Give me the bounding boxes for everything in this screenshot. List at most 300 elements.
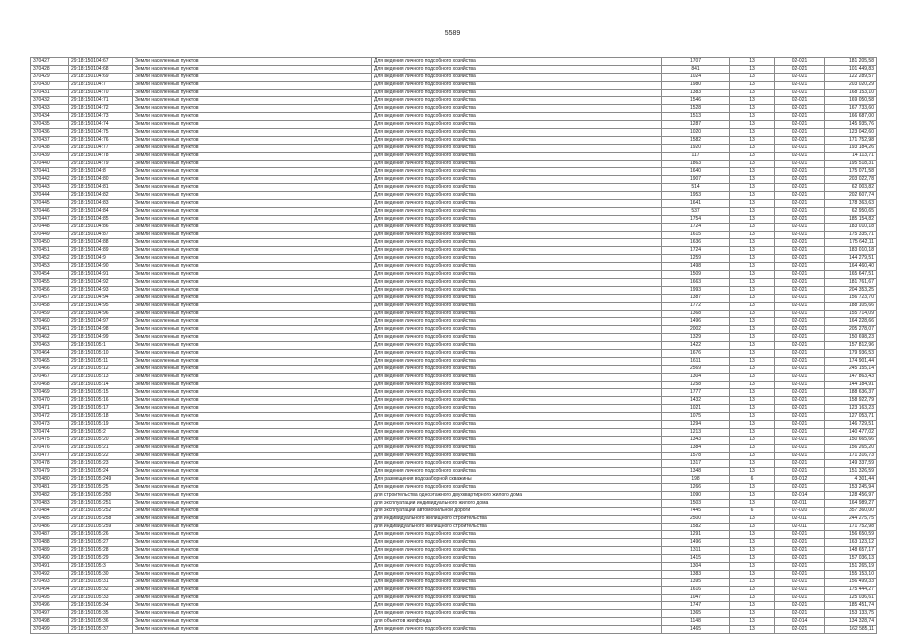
table-cell: 02-011 bbox=[775, 523, 825, 531]
table-cell: 1546 bbox=[662, 97, 730, 105]
table-cell: Для ведения личного подсобного хозяйства bbox=[372, 539, 662, 547]
table-cell: Для ведения личного подсобного хозяйства bbox=[372, 405, 662, 413]
table-cell: 6 bbox=[730, 476, 775, 484]
table-cell: 29:18:150105:16 bbox=[69, 397, 133, 405]
table-cell: Земли населенных пунктов bbox=[133, 626, 372, 634]
table-cell: Для ведения личного подсобного хозяйства bbox=[372, 263, 662, 271]
table-cell: 13 bbox=[730, 136, 775, 144]
table-cell: 370440 bbox=[31, 160, 69, 168]
table-cell: Земли населенных пунктов bbox=[133, 547, 372, 555]
table-row bbox=[31, 184, 877, 192]
table-row bbox=[31, 499, 877, 507]
table-cell: 153 133,75 bbox=[825, 610, 877, 618]
table-cell: 370491 bbox=[31, 563, 69, 571]
table-cell: 1641 bbox=[662, 200, 730, 208]
table-cell: 13 bbox=[730, 207, 775, 215]
table-cell: Для ведения личного подсобного хозяйства bbox=[372, 144, 662, 152]
table-cell: Для ведения личного подсобного хозяйства bbox=[372, 239, 662, 247]
table-cell: 370443 bbox=[31, 184, 69, 192]
table-cell: 02-021 bbox=[775, 460, 825, 468]
table-cell: 02-021 bbox=[775, 626, 825, 634]
table-cell: 1663 bbox=[662, 278, 730, 286]
table-row bbox=[31, 263, 877, 271]
table-cell: Земли населенных пунктов bbox=[133, 278, 372, 286]
table-cell: 181 761,67 bbox=[825, 278, 877, 286]
table-row bbox=[31, 318, 877, 326]
table-cell: 02-021 bbox=[775, 176, 825, 184]
table-cell: Земли населенных пунктов bbox=[133, 318, 372, 326]
table-cell: Земли населенных пунктов bbox=[133, 310, 372, 318]
table-cell: 1432 bbox=[662, 397, 730, 405]
table-cell: 370487 bbox=[31, 531, 69, 539]
table-row bbox=[31, 484, 877, 492]
table-cell: 370498 bbox=[31, 618, 69, 626]
table-cell: 357 360,00 bbox=[825, 507, 877, 515]
table-cell: 29:18:150105:13 bbox=[69, 373, 133, 381]
table-cell: 13 bbox=[730, 326, 775, 334]
table-cell: 1343 bbox=[662, 436, 730, 444]
table-cell: 02-021 bbox=[775, 539, 825, 547]
table-cell: 370490 bbox=[31, 555, 69, 563]
table-cell: 13 bbox=[730, 547, 775, 555]
table-cell: 1047 bbox=[662, 594, 730, 602]
table-cell: Земли населенных пунктов bbox=[133, 192, 372, 200]
table-cell: Земли населенных пунктов bbox=[133, 73, 372, 81]
table-cell: 1636 bbox=[662, 239, 730, 247]
table-cell: 29:18:150104:89 bbox=[69, 247, 133, 255]
table-cell: 13 bbox=[730, 460, 775, 468]
table-cell: 134 328,74 bbox=[825, 618, 877, 626]
table-row bbox=[31, 405, 877, 413]
table-row bbox=[31, 200, 877, 208]
table-cell: Для ведения личного подсобного хозяйства bbox=[372, 413, 662, 421]
table-cell: Земли населенных пунктов bbox=[133, 436, 372, 444]
table-cell: 13 bbox=[730, 97, 775, 105]
table-cell: 179 936,53 bbox=[825, 349, 877, 357]
table-cell: 29:18:150104:7 bbox=[69, 81, 133, 89]
table-cell: 370486 bbox=[31, 523, 69, 531]
table-cell: 29:18:150105:33 bbox=[69, 594, 133, 602]
table-cell: 174 901,44 bbox=[825, 357, 877, 365]
table-row bbox=[31, 97, 877, 105]
table-cell: Земли населенных пунктов bbox=[133, 578, 372, 586]
table-cell: 13 bbox=[730, 602, 775, 610]
table-cell: 1503 bbox=[662, 499, 730, 507]
table-cell: 175 071,58 bbox=[825, 168, 877, 176]
table-cell: 1582 bbox=[662, 523, 730, 531]
table-cell: 1304 bbox=[662, 373, 730, 381]
table-cell: 02-021 bbox=[775, 294, 825, 302]
table-cell: Для ведения личного подсобного хозяйства bbox=[372, 334, 662, 342]
table-cell: 13 bbox=[730, 373, 775, 381]
table-cell: 13 bbox=[730, 563, 775, 571]
table-cell: Земли населенных пунктов bbox=[133, 255, 372, 263]
table-cell: 02-021 bbox=[775, 97, 825, 105]
table-cell: 1148 bbox=[662, 618, 730, 626]
table-cell: 13 bbox=[730, 144, 775, 152]
table-cell: Земли населенных пунктов bbox=[133, 610, 372, 618]
table-row bbox=[31, 302, 877, 310]
table-cell: 29:18:150104:86 bbox=[69, 223, 133, 231]
table-cell: 156 265,20 bbox=[825, 444, 877, 452]
table-cell: 02-021 bbox=[775, 200, 825, 208]
table-cell: 29:18:150104:78 bbox=[69, 152, 133, 160]
table-cell: 29:18:150104:91 bbox=[69, 271, 133, 279]
table-cell: 13 bbox=[730, 152, 775, 160]
table-cell: 13 bbox=[730, 278, 775, 286]
table-cell: 175 444,27 bbox=[825, 586, 877, 594]
table-cell: Для ведения личного подсобного хозяйства bbox=[372, 271, 662, 279]
table-cell: 370454 bbox=[31, 271, 69, 279]
table-cell: 13 bbox=[730, 531, 775, 539]
table-cell: 370470 bbox=[31, 397, 69, 405]
table-cell: 370446 bbox=[31, 207, 69, 215]
table-cell: 29:18:150104:69 bbox=[69, 73, 133, 81]
table-cell: Земли населенных пунктов bbox=[133, 129, 372, 137]
table-cell: Для размещения водозаборной скважины bbox=[372, 476, 662, 484]
table-cell: 02-021 bbox=[775, 121, 825, 129]
table-cell: 29:18:150105:14 bbox=[69, 381, 133, 389]
table-cell: 145 935,76 bbox=[825, 121, 877, 129]
table-row bbox=[31, 294, 877, 302]
table-cell: 02-021 bbox=[775, 428, 825, 436]
table-cell: для индивидуального жилищного строительства bbox=[372, 515, 662, 523]
table-row bbox=[31, 586, 877, 594]
table-cell: 370477 bbox=[31, 452, 69, 460]
table-cell: 4 301,44 bbox=[825, 476, 877, 484]
table-cell: 6 bbox=[730, 507, 775, 515]
table-cell: 02-021 bbox=[775, 58, 825, 66]
table-cell: 178 363,63 bbox=[825, 200, 877, 208]
table-cell: Для ведения личного подсобного хозяйства bbox=[372, 247, 662, 255]
table-cell: 13 bbox=[730, 594, 775, 602]
table-cell: 370450 bbox=[31, 239, 69, 247]
table-cell: 181 205,58 bbox=[825, 58, 877, 66]
table-row bbox=[31, 507, 877, 515]
table-cell: 370469 bbox=[31, 389, 69, 397]
table-cell: Для ведения личного подсобного хозяйства bbox=[372, 58, 662, 66]
table-cell: 29:18:150104:9 bbox=[69, 255, 133, 263]
table-cell: 29:18:150104:74 bbox=[69, 121, 133, 129]
table-row bbox=[31, 192, 877, 200]
table-row bbox=[31, 310, 877, 318]
table-cell: 29:18:150105:3 bbox=[69, 563, 133, 571]
table-cell: 370432 bbox=[31, 97, 69, 105]
table-cell: Для ведения личного подсобного хозяйства bbox=[372, 207, 662, 215]
table-cell: 29:18:150104:82 bbox=[69, 192, 133, 200]
table-cell: 370473 bbox=[31, 420, 69, 428]
table-cell: Земли населенных пунктов bbox=[133, 81, 372, 89]
table-cell: 62 003,82 bbox=[825, 184, 877, 192]
table-cell: Земли населенных пунктов bbox=[133, 563, 372, 571]
table-cell: 1294 bbox=[662, 420, 730, 428]
table-cell: 02-021 bbox=[775, 413, 825, 421]
table-cell: 7445 bbox=[662, 507, 730, 515]
table-cell: 29:18:150105:17 bbox=[69, 405, 133, 413]
table-cell: 244 275,75 bbox=[825, 515, 877, 523]
table-cell: 13 bbox=[730, 444, 775, 452]
table-row bbox=[31, 349, 877, 357]
table-cell: 02-021 bbox=[775, 263, 825, 271]
table-cell: 1213 bbox=[662, 428, 730, 436]
table-cell: Земли населенных пунктов bbox=[133, 271, 372, 279]
table-cell: Земли населенных пунктов bbox=[133, 420, 372, 428]
table-cell: Земли населенных пунктов bbox=[133, 326, 372, 334]
table-row bbox=[31, 65, 877, 73]
table-cell: Для ведения личного подсобного хозяйства bbox=[372, 223, 662, 231]
table-row bbox=[31, 334, 877, 342]
table-cell: 370499 bbox=[31, 626, 69, 634]
table-row bbox=[31, 247, 877, 255]
table-cell: 29:18:150105:12 bbox=[69, 365, 133, 373]
table-cell: 29:18:150104:95 bbox=[69, 302, 133, 310]
table-cell: 13 bbox=[730, 310, 775, 318]
table-cell: 02-021 bbox=[775, 192, 825, 200]
table-cell: 370464 bbox=[31, 349, 69, 357]
table-cell: 127 053,71 bbox=[825, 413, 877, 421]
table-cell: Земли населенных пунктов bbox=[133, 215, 372, 223]
table-cell: 1707 bbox=[662, 58, 730, 66]
table-cell: 13 bbox=[730, 334, 775, 342]
table-cell: Для ведения личного подсобного хозяйства bbox=[372, 310, 662, 318]
table-cell: 13 bbox=[730, 405, 775, 413]
table-cell: 195 518,31 bbox=[825, 160, 877, 168]
table-cell: Земли населенных пунктов bbox=[133, 263, 372, 271]
table-cell: Земли населенных пунктов bbox=[133, 413, 372, 421]
table-cell: 147 863,43 bbox=[825, 373, 877, 381]
table-cell: Земли населенных пунктов bbox=[133, 523, 372, 531]
table-cell: 13 bbox=[730, 539, 775, 547]
table-cell: Для ведения личного подсобного хозяйства bbox=[372, 113, 662, 121]
table-cell: 370460 bbox=[31, 318, 69, 326]
table-cell: Для ведения личного подсобного хозяйства bbox=[372, 555, 662, 563]
table-cell: 370438 bbox=[31, 144, 69, 152]
table-cell: 02-011 bbox=[775, 515, 825, 523]
table-cell: 370455 bbox=[31, 278, 69, 286]
table-cell: Земли населенных пунктов bbox=[133, 286, 372, 294]
table-cell: 02-021 bbox=[775, 563, 825, 571]
table-cell: 13 bbox=[730, 168, 775, 176]
table-cell: 183 010,18 bbox=[825, 223, 877, 231]
table-cell: Земли населенных пунктов bbox=[133, 223, 372, 231]
table-cell: 29:18:150104:79 bbox=[69, 160, 133, 168]
table-row bbox=[31, 444, 877, 452]
table-cell: 370474 bbox=[31, 428, 69, 436]
page-number: 5589 bbox=[444, 30, 461, 37]
table-cell: 29:18:150105:31 bbox=[69, 578, 133, 586]
table-cell: 370468 bbox=[31, 381, 69, 389]
table-cell: 370482 bbox=[31, 491, 69, 499]
table-cell: 02-021 bbox=[775, 405, 825, 413]
table-cell: 370429 bbox=[31, 73, 69, 81]
table-cell: 02-021 bbox=[775, 168, 825, 176]
table-cell: 29:18:150104:92 bbox=[69, 278, 133, 286]
table-cell: Земли населенных пунктов bbox=[133, 113, 372, 121]
table-cell: 150 698,23 bbox=[825, 334, 877, 342]
table-cell: 13 bbox=[730, 523, 775, 531]
table-cell: 13 bbox=[730, 286, 775, 294]
table-cell: 13 bbox=[730, 349, 775, 357]
table-cell: 29:18:150105:19 bbox=[69, 420, 133, 428]
table-cell: 02-011 bbox=[775, 499, 825, 507]
table-cell: 29:18:150105:20 bbox=[69, 436, 133, 444]
table-cell: 29:18:150105:27 bbox=[69, 539, 133, 547]
table-cell: Земли населенных пунктов bbox=[133, 491, 372, 499]
table-cell: 29:18:150104:84 bbox=[69, 207, 133, 215]
table-cell: 370481 bbox=[31, 484, 69, 492]
table-cell: Земли населенных пунктов bbox=[133, 405, 372, 413]
table-cell: Земли населенных пунктов bbox=[133, 357, 372, 365]
table-row bbox=[31, 547, 877, 555]
table-cell: Земли населенных пунктов bbox=[133, 65, 372, 73]
table-cell: 02-021 bbox=[775, 271, 825, 279]
table-cell: Для ведения личного подсобного хозяйства bbox=[372, 570, 662, 578]
table-cell: 370471 bbox=[31, 405, 69, 413]
table-cell: 1395 bbox=[662, 578, 730, 586]
table-cell: 13 bbox=[730, 318, 775, 326]
table-cell: Для ведения личного подсобного хозяйства bbox=[372, 65, 662, 73]
table-cell: Для ведения личного подсобного хозяйства bbox=[372, 428, 662, 436]
table-cell: 146 729,51 bbox=[825, 420, 877, 428]
table-cell: 13 bbox=[730, 491, 775, 499]
table-cell: Для ведения личного подсобного хозяйства bbox=[372, 136, 662, 144]
table-cell: 1024 bbox=[662, 73, 730, 81]
table-cell: 370458 bbox=[31, 302, 69, 310]
table-cell: 29:18:150104:71 bbox=[69, 97, 133, 105]
table-cell: 13 bbox=[730, 586, 775, 594]
table-row bbox=[31, 168, 877, 176]
table-cell: 13 bbox=[730, 184, 775, 192]
table-cell: 02-021 bbox=[775, 452, 825, 460]
table-cell: 164 989,27 bbox=[825, 499, 877, 507]
table-cell: 370465 bbox=[31, 357, 69, 365]
table-cell: Для ведения личного подсобного хозяйства bbox=[372, 152, 662, 160]
table-cell: 1611 bbox=[662, 357, 730, 365]
table-cell: 29:18:150104:98 bbox=[69, 326, 133, 334]
table-cell: 02-014 bbox=[775, 491, 825, 499]
table-cell: Для ведения личного подсобного хозяйства bbox=[372, 389, 662, 397]
table-row bbox=[31, 476, 877, 484]
table-cell: 02-021 bbox=[775, 255, 825, 263]
table-cell: 1348 bbox=[662, 468, 730, 476]
table-cell: 13 bbox=[730, 468, 775, 476]
table-cell: 13 bbox=[730, 271, 775, 279]
table-cell: 02-021 bbox=[775, 239, 825, 247]
table-cell: 02-021 bbox=[775, 531, 825, 539]
table-cell: 02-021 bbox=[775, 468, 825, 476]
table-cell: 151 326,59 bbox=[825, 468, 877, 476]
table-row bbox=[31, 255, 877, 263]
table-cell: 1528 bbox=[662, 105, 730, 113]
table-row bbox=[31, 555, 877, 563]
table-cell: Земли населенных пунктов bbox=[133, 531, 372, 539]
table-row bbox=[31, 326, 877, 334]
table-cell: 1287 bbox=[662, 121, 730, 129]
table-cell: 370494 bbox=[31, 586, 69, 594]
table-cell: 1676 bbox=[662, 349, 730, 357]
table-row bbox=[31, 563, 877, 571]
table-cell: 150 665,66 bbox=[825, 436, 877, 444]
table-cell: Земли населенных пунктов bbox=[133, 499, 372, 507]
table-row bbox=[31, 286, 877, 294]
table-cell: 03-012 bbox=[775, 476, 825, 484]
table-cell: 02-021 bbox=[775, 436, 825, 444]
table-cell: 370456 bbox=[31, 286, 69, 294]
table-cell: Для ведения личного подсобного хозяйства bbox=[372, 444, 662, 452]
table-cell: для объектов жилфонда bbox=[372, 618, 662, 626]
table-cell: Земли населенных пунктов bbox=[133, 539, 372, 547]
table-cell: 02-021 bbox=[775, 286, 825, 294]
table-cell: 29:18:150104:85 bbox=[69, 215, 133, 223]
table-cell: 370436 bbox=[31, 129, 69, 137]
table-cell: 29:18:150105:10 bbox=[69, 349, 133, 357]
table-cell: 370459 bbox=[31, 310, 69, 318]
table-cell: 29:18:150104:93 bbox=[69, 286, 133, 294]
table-cell: 370452 bbox=[31, 255, 69, 263]
table-cell: Земли населенных пунктов bbox=[133, 444, 372, 452]
table-cell: 07-020 bbox=[775, 507, 825, 515]
table-cell: 13 bbox=[730, 365, 775, 373]
table-cell: Для ведения личного подсобного хозяйства bbox=[372, 468, 662, 476]
table-cell: 370453 bbox=[31, 263, 69, 271]
table-cell: 514 bbox=[662, 184, 730, 192]
table-cell: 29:18:150104:67 bbox=[69, 58, 133, 66]
table-cell: 185 451,74 bbox=[825, 602, 877, 610]
table-cell: 370457 bbox=[31, 294, 69, 302]
table-cell: 13 bbox=[730, 263, 775, 271]
table-cell: Земли населенных пунктов bbox=[133, 334, 372, 342]
table-cell: 02-021 bbox=[775, 184, 825, 192]
table-cell: 29:18:150104:81 bbox=[69, 184, 133, 192]
table-cell: Для ведения личного подсобного хозяйства bbox=[372, 176, 662, 184]
table-cell: 02-021 bbox=[775, 247, 825, 255]
table-row bbox=[31, 223, 877, 231]
table-cell: Для ведения личного подсобного хозяйства bbox=[372, 215, 662, 223]
table-cell: 29:18:150104:87 bbox=[69, 231, 133, 239]
table-cell: 370462 bbox=[31, 334, 69, 342]
table-cell: 13 bbox=[730, 555, 775, 563]
table-cell: 153 245,94 bbox=[825, 484, 877, 492]
table-cell: Земли населенных пунктов bbox=[133, 365, 372, 373]
table-cell: 157 036,13 bbox=[825, 555, 877, 563]
table-cell: 370445 bbox=[31, 200, 69, 208]
table-cell: Земли населенных пунктов bbox=[133, 452, 372, 460]
table-cell: 370497 bbox=[31, 610, 69, 618]
table-row bbox=[31, 413, 877, 421]
table-cell: 144 279,51 bbox=[825, 255, 877, 263]
table-cell: 29:18:150105:1 bbox=[69, 342, 133, 350]
table-cell: Земли населенных пунктов bbox=[133, 389, 372, 397]
table-row bbox=[31, 58, 877, 66]
table-cell: Для ведения личного подсобного хозяйства bbox=[372, 610, 662, 618]
table-cell: 13 bbox=[730, 626, 775, 634]
table-cell: 29:18:150104:73 bbox=[69, 113, 133, 121]
table-cell: 02-021 bbox=[775, 334, 825, 342]
table-cell: 02-021 bbox=[775, 484, 825, 492]
table-cell: Для ведения личного подсобного хозяйства bbox=[372, 168, 662, 176]
table-cell: 29:18:150105:252 bbox=[69, 507, 133, 515]
table-row bbox=[31, 160, 877, 168]
table-cell: 370428 bbox=[31, 65, 69, 73]
table-cell: Для ведения личного подсобного хозяйства bbox=[372, 105, 662, 113]
table-cell: 02-021 bbox=[775, 152, 825, 160]
table-cell: Земли населенных пунктов bbox=[133, 476, 372, 484]
table-cell: 02-021 bbox=[775, 278, 825, 286]
table-row bbox=[31, 570, 877, 578]
table-cell: 29:18:150104:99 bbox=[69, 334, 133, 342]
table-cell: 370476 bbox=[31, 444, 69, 452]
table-cell: 02-021 bbox=[775, 302, 825, 310]
